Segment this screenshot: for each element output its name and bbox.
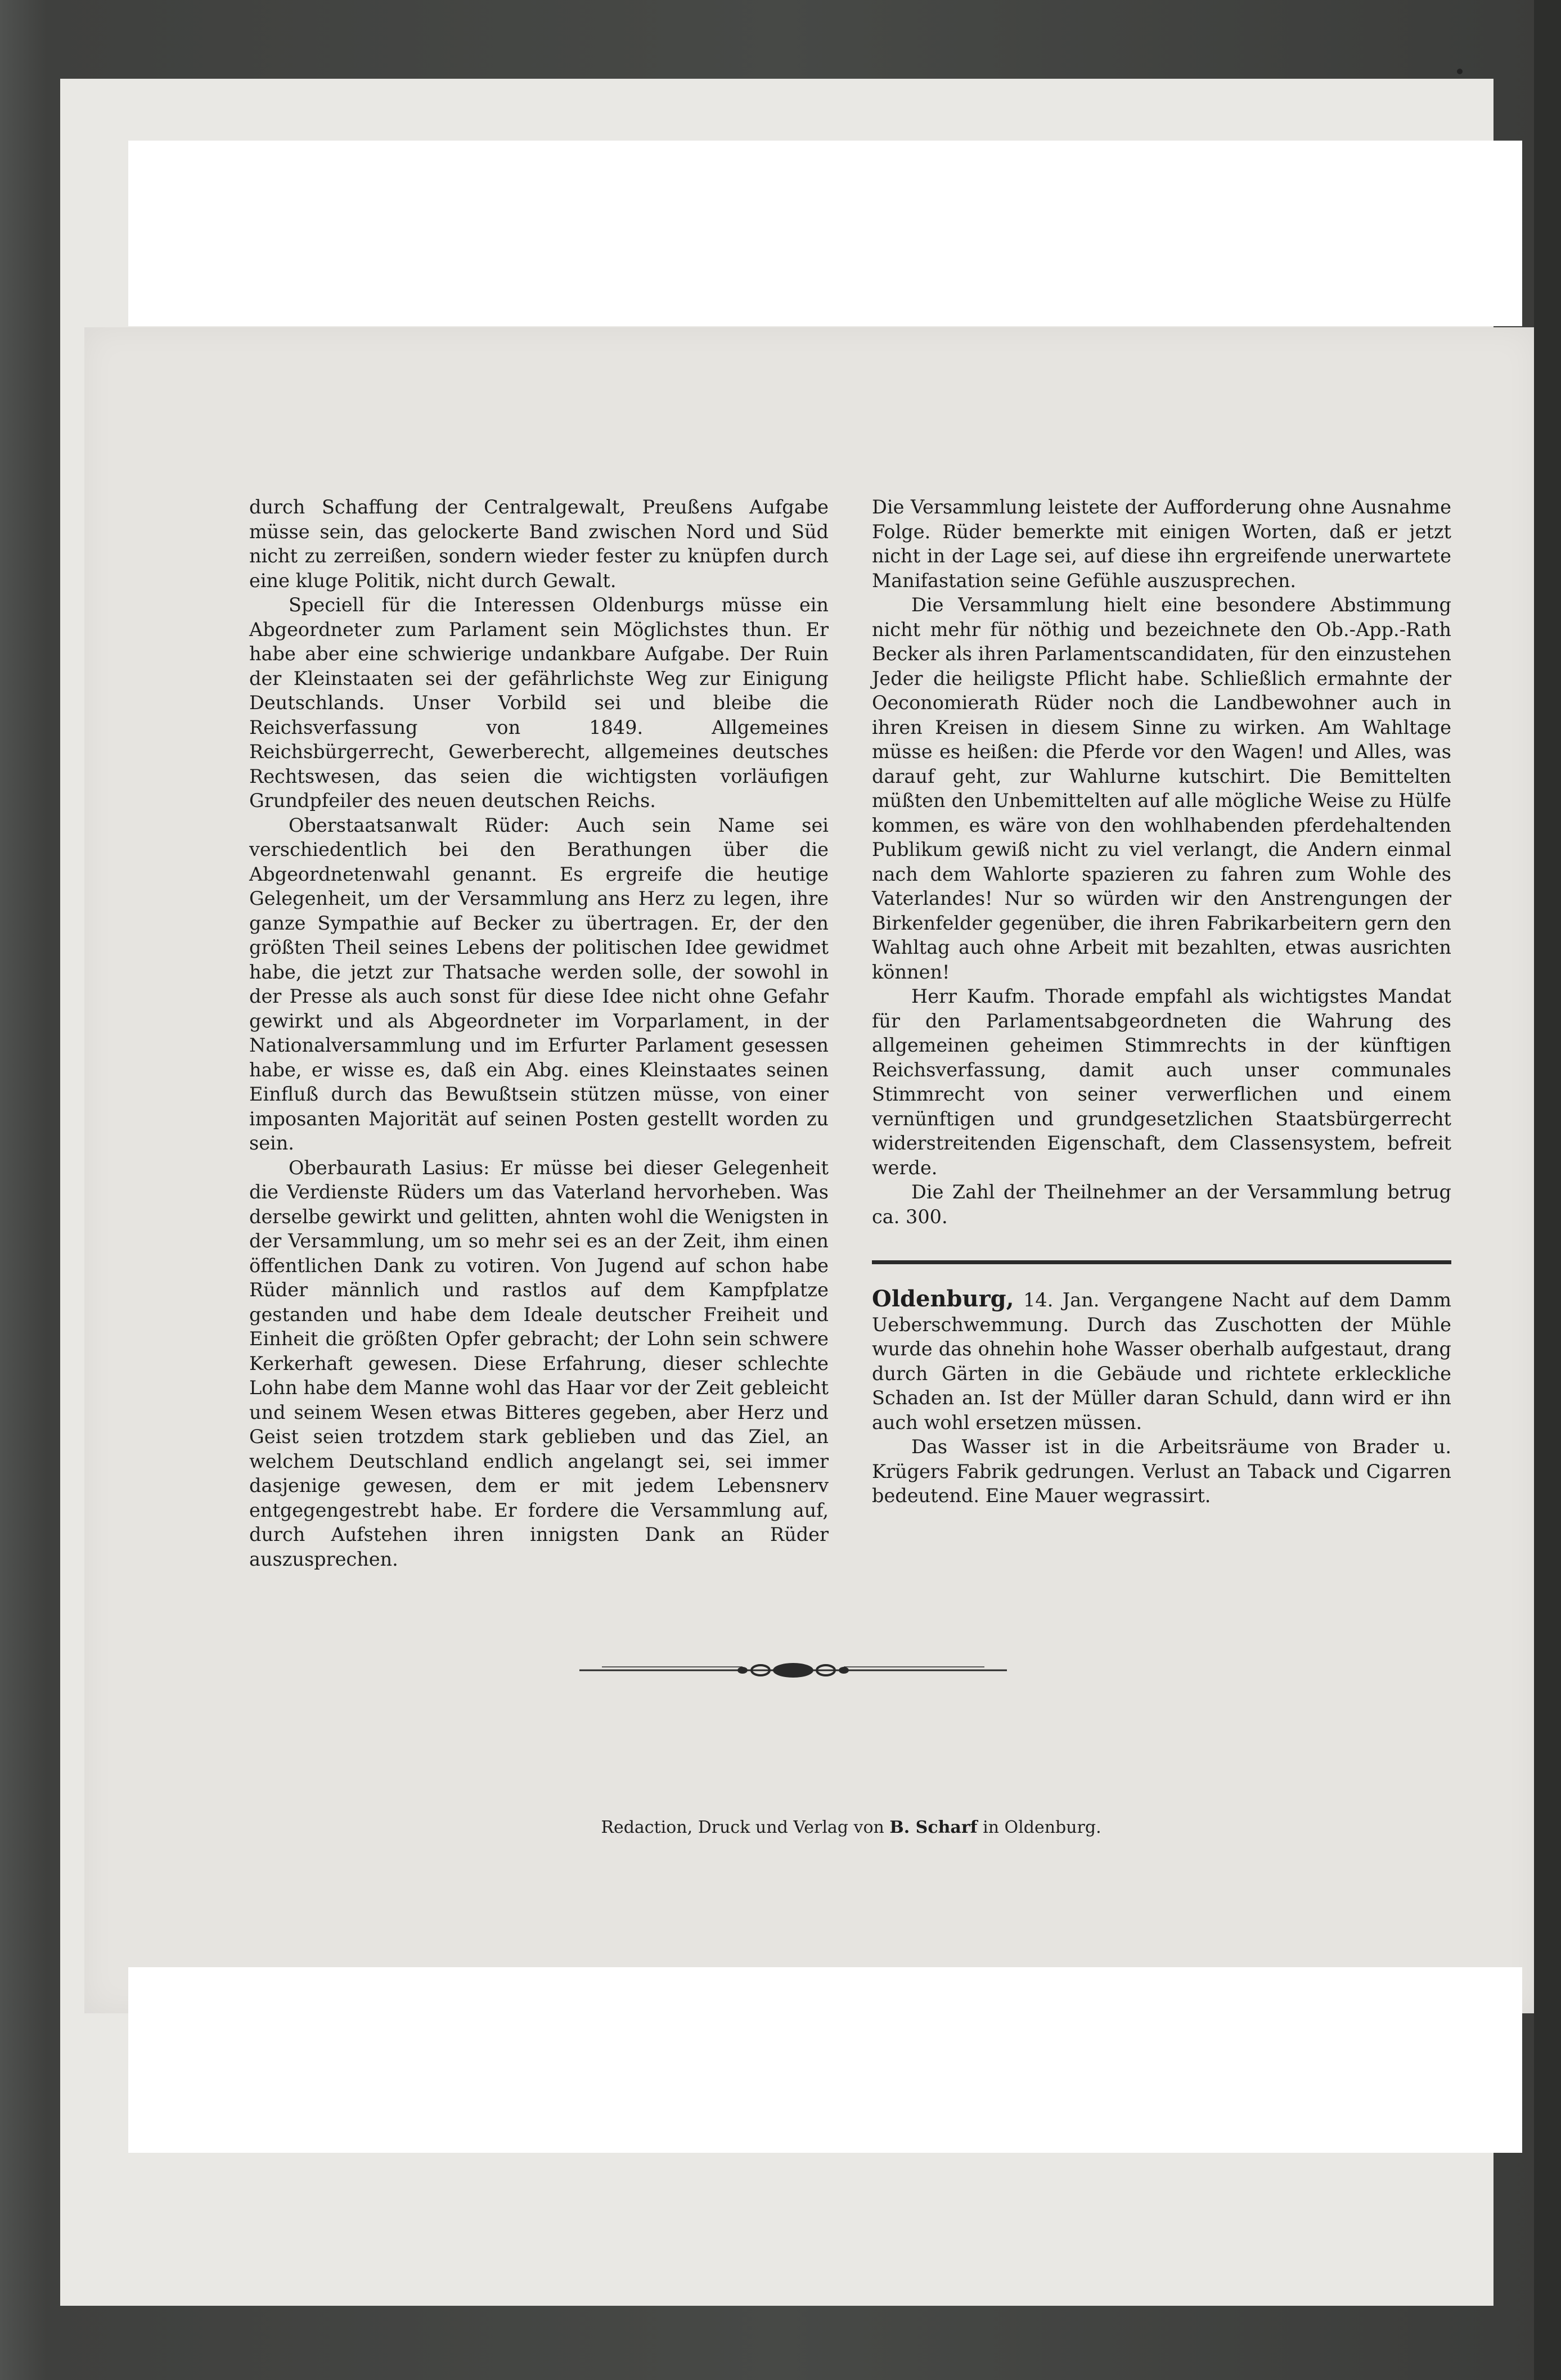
news-text: Vergangene Nacht auf dem Damm Ueberschwemmung. Durch das Zuschotten der Mühle wurde das ohnehin hohe Wasser oberhalb aufgestaut, drang durch Gärten in die Gebäude und richtete erkleckliche Schaden an. Ist der Müller daran Schuld, dann wird er ihn auch wohl ersetzen müssen. [872,1289,1451,1434]
paragraph: Speciell für die Interessen Oldenburgs müsse ein Abgeordneter zum Parlament sein Möglichstes thun. Er habe aber eine schwierige undankbare Aufgabe. Der Ruin der Kleinstaaten sei der gefährlichste Weg zur Einigung Deutschlands. Unser Vorbild sei und bleibe die Reichsverfassung von 1849. Allgemeines Reichsbürgerrecht, Gewerberecht, allgemeines deutsches Rechtswesen, das seien die wichtigsten vorläufigen Grundpfeiler des neuen deutschen Reichs. [249,594,829,812]
section-divider [872,1260,1451,1264]
right-column [872,495,1451,1508]
imprint-line [249,1818,1453,1837]
paragraph: Die Versammlung leistete der Aufforderung ohne Ausnahme Folge. Rüder bemerkte mit einigen Worten, daß er jetzt nicht in der Lage sei, auf diese ihn ergreifende unerwartete Manifastation seine Gefühle auszusprechen. [872,496,1451,592]
paragraph: Oberstaatsanwalt Rüder: Auch sein Name sei verschiedentlich bei den Berathungen über die Abgeordnetenwahl genannt. Es ergreife die heutige Gelegenheit, um der Versammlung ans Herz zu legen, ihre ganze Sympathie auf Becker zu übertragen. Er, der den größten Theil seines Lebens der politischen Idee gewidmet habe, die jetzt zur Thatsache werden solle, der sowohl in der Presse als auch sonst für diese Idee nicht ohne Gefahr gewirkt und als Abgeordneter im Vorparlament, in der Nationalversammlung und im Erfurter Parlament gesessen habe, er wisse es, daß ein Abg. eines Kleinstaates seinen Einfluß durch das Bewußtsein stützen müsse, von einer imposanten Majorität auf seinen Posten gestellt worden zu sein. [249,814,829,1154]
paragraph: Das Wasser ist in die Arbeitsräume von Brader u. Krügers Fabrik gedrungen. Verlust an Taback und Cigarren bedeutend. Eine Mauer wegrassirt. [872,1436,1451,1507]
dateline-place: Oldenburg, [872,1286,1014,1312]
paragraph: Die Versammlung hielt eine besondere Abstimmung nicht mehr für nöthig und bezeichnete den Ob.-App.-Rath Becker als ihren Parlamentscandidaten, für den einzustehen Jeder die heiligste Pflicht habe. Schließlich ermahnte der Oeconomierath Rüder noch die Landbewohner auch in ihren Kreisen in diesem Sinne zu wirken. Am Wahltage müsse es heißen: die Pferde vor den Wagen! und Alles, was darauf geht, zur Wahlurne kutschirt. Die Bemittelten müßten den Unbemittelten auf alle mögliche Weise zu Hülfe kommen, es wäre von den wohlhabenden pferdehaltenden Publikum gewiß nicht zu viel verlangt, die Andern einmal nach dem Wahlorte spazieren zu fahren zum Wohle des Vaterlandes! Nur so würden wir den Anstrengungen der Birkenfelder gegenüber, die ihren Fabrikarbeitern gern den Wahltag auch ohne Arbeit mit bezahlten, etwas ausrichten können! [872,594,1451,983]
masking-band-top [128,141,1522,326]
masking-band-bottom [128,1967,1522,2153]
scan-edge-strip [1534,0,1561,2380]
imprint-publisher: B. Scharf [889,1818,978,1837]
paragraph: Oberbaurath Lasius: Er müsse bei dieser Gelegenheit die Verdienste Rüders um das Vaterland hervorheben. Was derselbe gewirkt und gelitten, ahnten wohl die Wenigsten in der Versammlung, um so mehr sei es an der Zeit, ihm einen öffentlichen Dank zu votiren. Von Jugend auf schon habe Rüder männlich und rastlos auf dem Kampfplatze gestanden und habe dem Ideale deutscher Freiheit und Einheit die größten Opfer gebracht; der Lohn sein schwere Kerkerhaft gewesen. Diese Erfahrung, dieser schlechte Lohn habe dem Manne wohl das Haar vor der Zeit gebleicht und seinem Wesen etwas Bitteres gegeben, aber Herz und Geist seien trotzdem stark geblieben und das Ziel, an welchem Deutschland endlich angelangt sei, sei immer dasjenige gewesen, dem er mit jedem Lebensnerv entgegengestrebt habe. Er fordere die Versammlung auf, durch Aufstehen ihren innigsten Dank an Rüder auszusprechen. [249,1156,829,1570]
paragraph: Die Zahl der Theilnehmer an der Versammlung betrug ca. 300. [872,1181,1451,1228]
ornament-divider [579,1659,1007,1682]
dust-speck [1457,69,1463,74]
imprint-prefix: Redaction, Druck und Verlag von [601,1818,884,1837]
dateline-date: 14. Jan. [1023,1289,1100,1311]
imprint-suffix: in Oldenburg. [983,1818,1101,1837]
news-item-oldenburg [872,1287,1451,1435]
paragraph: Herr Kaufm. Thorade empfahl als wichtigstes Mandat für den Parlamentsabgeordneten die Wahrung des allgemeinen geheimen Stimmrechts in der künftigen Reichsverfassung, damit auch unser communales Stimmrecht von seiner verwerflichen und einem vernünftigen und grundgesetzlichen Staatsbürgerrecht widerstreitenden Eigenschaft, dem Classensystem, befreit werde. [872,985,1451,1179]
left-column [249,495,829,1571]
paragraph: durch Schaffung der Centralgewalt, Preußens Aufgabe müsse sein, das gelockerte Band zwischen Nord und Süd nicht zu zerreißen, sondern wieder fester zu knüpfen durch eine kluge Politik, nicht durch Gewalt. [249,496,829,592]
